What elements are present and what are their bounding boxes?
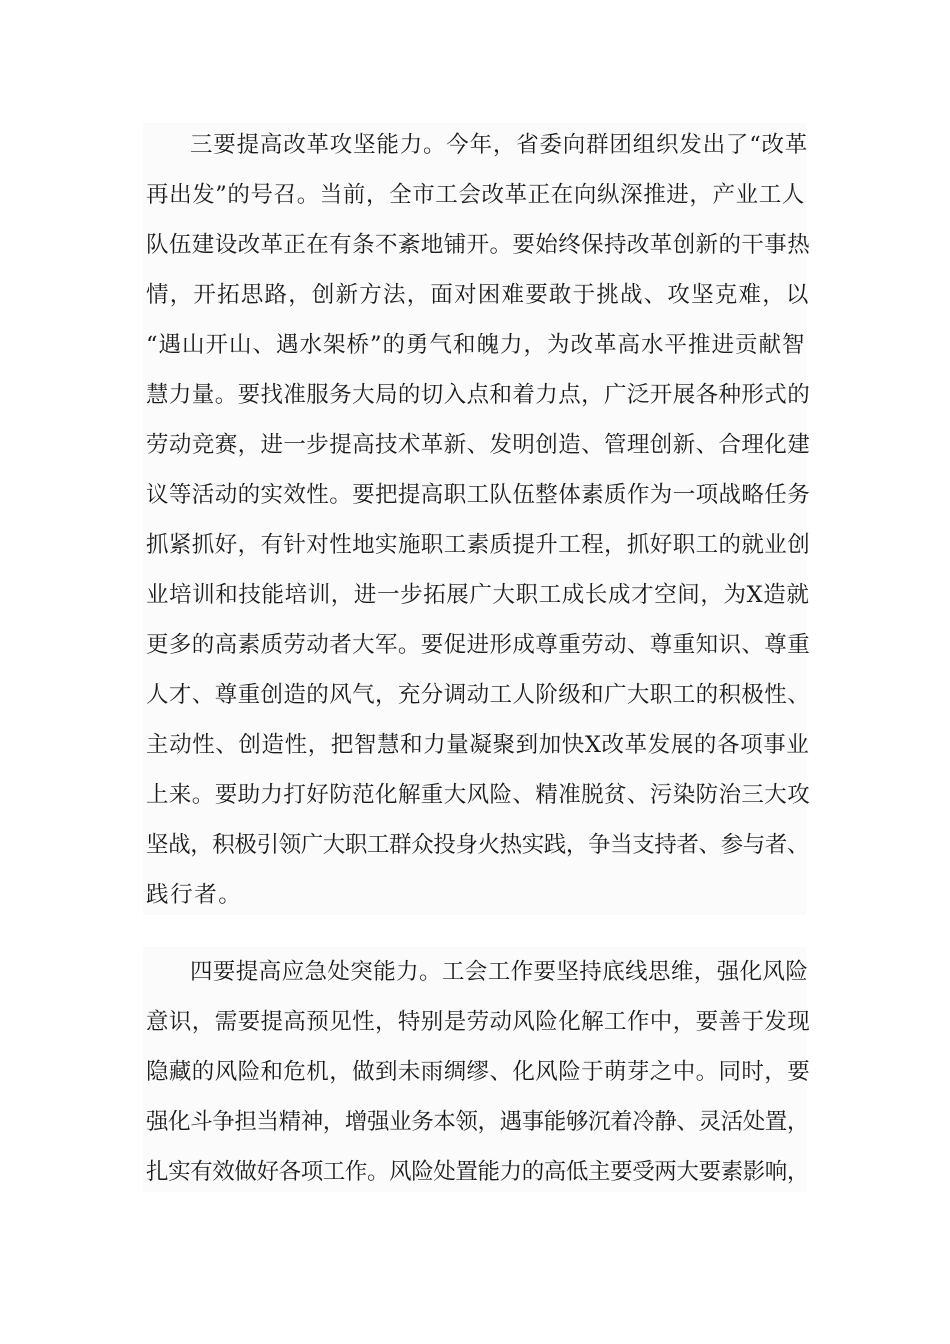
text-line: 扎实有效做好各项工作。风险处置能力的高低主要受两大要素影响，	[146, 1159, 810, 1185]
text-line: 情，开拓思路，创新方法，面对困难要敢于挑战、攻坚克难，以	[146, 282, 810, 308]
text-line: 三要提高改革攻坚能力。今年，省委向群团组织发出了“改革	[190, 132, 809, 158]
paragraph-emergency-capability	[143, 947, 811, 1192]
text-line: 劳动竞赛，进一步提高技术革新、发明创造、管理创新、合理化建	[146, 432, 811, 458]
text-line: 坚战，积极引领广大职工群众投身火热实践，争当支持者、参与者、	[146, 832, 810, 858]
text-line: 议等活动的实效性。要把提高职工队伍整体素质作为一项战略任务	[146, 482, 811, 508]
text-line: 队伍建设改革正在有条不紊地铺开。要始终保持改革创新的干事热	[146, 232, 811, 258]
text-line: 抓紧抓好，有针对性地实施职工素质提升工程，抓好职工的就业创	[146, 532, 811, 558]
text-line: 再出发”的号召。当前，全市工会改革正在向纵深推进，产业工人	[146, 182, 805, 208]
text-line: 更多的高素质劳动者大军。要促进形成尊重劳动、尊重知识、尊重	[146, 632, 811, 658]
text-line: 四要提高应急处突能力。工会工作要坚持底线思维，强化风险	[190, 959, 809, 985]
text-line: 强化斗争担当精神，增强业务本领，遇事能够沉着冷静、灵活处置，	[146, 1109, 810, 1135]
text-line: 业培训和技能培训，进一步拓展广大职工成长成才空间，为X造就	[146, 582, 810, 608]
text-line: 意识，需要提高预见性，特别是劳动风险化解工作中，要善于发现	[146, 1009, 811, 1035]
text-line: 隐藏的风险和危机，做到未雨绸缪、化风险于萌芽之中。同时，要	[146, 1059, 811, 1085]
text-line: “遇山开山、遇水架桥”的勇气和魄力，为改革高水平推进贡献智	[146, 332, 806, 358]
text-line: 主动性、创造性，把智慧和力量凝聚到加快X改革发展的各项事业	[146, 732, 810, 758]
paragraph-reform-capability	[143, 123, 811, 915]
text-line: 践行者。	[146, 882, 243, 908]
text-line: 上来。要助力打好防范化解重大风险、精准脱贫、污染防治三大攻	[146, 782, 811, 808]
text-line: 慧力量。要找准服务大局的切入点和着力点，广泛开展各种形式的	[146, 382, 811, 408]
text-line: 人才、尊重创造的风气，充分调动工人阶级和广大职工的积极性、	[146, 682, 811, 708]
